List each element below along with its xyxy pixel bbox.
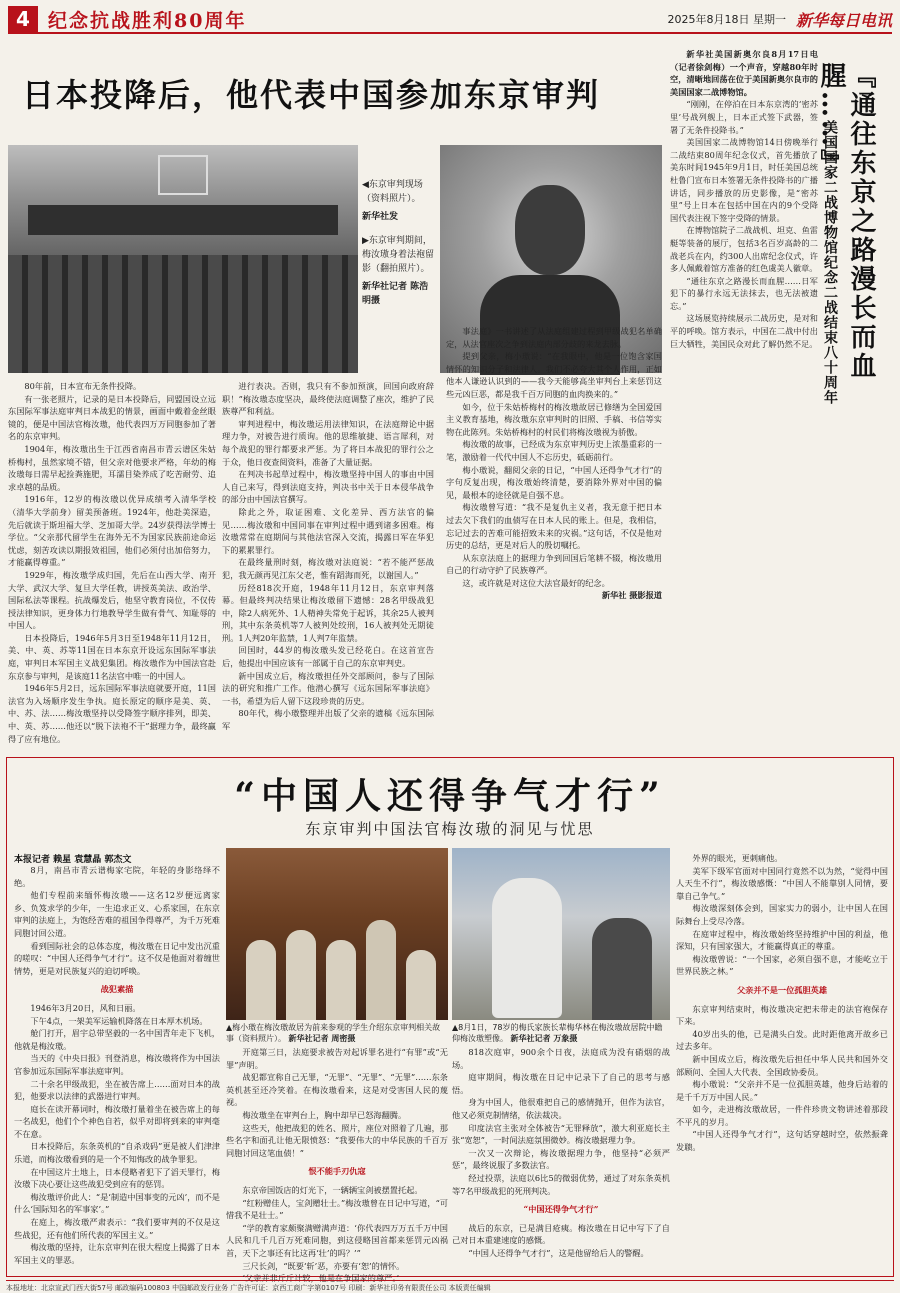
section-subhead: 恨不能手刃仇寇	[308, 1166, 366, 1177]
feature-subtitle: 东京审判中国法官梅汝璈的洞见与忧思	[305, 820, 595, 838]
paragraph: “中国人还得争气才行”，这是他留给后人的警醒。	[468, 1247, 649, 1258]
paragraph: 梅汝璈的坚持，让东京审判在很大程度上揭露了日本军国主义的罪恶。	[14, 1242, 220, 1265]
paragraph: 美国国家二战博物馆14日傍晚举行二战结束80周年纪念仪式，首先播放了美东时间1945年9月1日，时任美国总统杜鲁门宣布日本签署无条件投降书的广播讲话，同步播放的历史影像，是“密苏里”号上日本在包括中国在内的9个受降国代表注视下签字受降的情景。	[670, 137, 818, 223]
paragraph: 东京帝国饭店的灯光下，一辆辆宝剑被摆置托起。	[242, 1184, 423, 1195]
paragraph: 经过投票，法庭以6比5的微弱优势，通过了对东条英机等7名甲级战犯的死刑判决。	[452, 1172, 670, 1196]
paragraph: 进行表决。否则，我只有不参加预演，回国向政府辞职！”梅汝璈态度坚决，最终使法庭调整了座次，维护了民族尊严和利益。	[222, 381, 434, 417]
paragraph: 梅汝璈深刻体会到，国家实力的弱小，让中国人在国际舞台上受尽冷落。	[676, 903, 888, 926]
top-headline: 日本投降后，他代表中国参加东京审判	[22, 76, 601, 114]
feature-column-1	[14, 864, 220, 1272]
paragraph: 1946年5月2日，远东国际军事法庭就要开庭，11国法官为入场顺序发生争执。庭长原定的顺序是美、英、中、苏、法……梅汝璈坚持以受降签字顺序排列，即美、中、英、苏……他还以“脱下法袍不干”据理力争，最终赢得了应有地位。	[8, 683, 216, 744]
paragraph: 他们专程前来缅怀梅汝璈——这名12岁便远离家乡、负笈求学的少年，一生追求正义、心系家国，在东京审判的法庭上，为饱经苦难的祖国争得尊严，为千万死难同胞讨回公道。	[14, 890, 220, 938]
paragraph: 当天的《中央日报》刊登消息，梅汝璈将作为中国法官参加远东国际军事法庭审判。	[14, 1053, 220, 1076]
students-visit-photo	[226, 848, 448, 1020]
paragraph: 如今，位于朱姑桥梅村的梅汝璈故居已修缮为全国爱国主义教育基地，梅汝璈东京审判时的旧照、手稿、书信等实物在此陈列。朱姑桥梅村的村民们将梅汝璈视为骄傲。	[446, 401, 662, 437]
paragraph: 二十余名甲级战犯，坐在被告席上……面对日本的战犯，他要求以法律的武器进行审判。	[14, 1078, 220, 1102]
paragraph: 这，或许就是对这位大法官最好的纪念。	[462, 577, 610, 588]
newspaper-logo: 新华每日电讯	[795, 10, 892, 30]
paragraph: 审判进程中，梅汝璈运用法律知识，在法庭辩论中据理力争，对被告进行质询。他的思维敏捷、语言犀利，对每个战犯的罪行都要求严惩。为了将日本战犯的罪行公之于众，他日夜查阅资料，准备了大量证据。	[222, 418, 434, 467]
paragraph: 在判决书起草过程中，梅汝璈坚持中国人的事由中国人自己来写，得到法庭支持，判决书中关于日本侵华战争的部分由中国法官撰写。	[222, 469, 434, 505]
top-article-column-2	[222, 380, 434, 748]
paragraph: 回国时，44岁的梅汝璈头发已经花白。在这首宣告后，他提出中国应该有一部属于自己的东京审判史。	[222, 645, 434, 669]
paragraph: “红粉赠佳人，宝剑赠壮士。”梅汝璈曾在日记中写道，“可惜我不是壮士。”	[226, 1197, 448, 1221]
paragraph: 梅汝璈的故事，已经成为东京审判历史上浓墨重彩的一笔，激励着一代代中国人不忘历史，砥砺前行。	[446, 439, 662, 462]
paragraph: 日本投降后，1946年5月3日至1948年11月12日，美、中、英、苏等11国在日本东京开设远东国际军事法庭，审判日本军国主义战犯集团。梅汝璈作为中国法官赴东京参与审判，是该庭11名法官中唯一的中国人。	[8, 632, 216, 681]
paragraph: 外界的眼光，更刺痛他。	[692, 853, 783, 863]
paragraph: 提到父亲，梅小璈说：“在我眼中，他是一位饱含家国情怀的知识分子和法律人。我们不必夸大其个人作用，正如他本人谦逊认识到的——我今天能够高坐审判台上来惩罚这些元凶巨恶，都是我千百万同胞的血肉换来的。”	[446, 351, 662, 399]
feature-column-4	[676, 852, 888, 1272]
museum-article-text	[670, 48, 818, 748]
paragraph: 梅汝璈曾说：“一个国家，必须自强不息，才能屹立于世界民族之林。”	[676, 953, 888, 977]
paragraph: ‘父亲并非斤斤计较，他是在争国家的尊严。’	[242, 1273, 400, 1284]
students-photo-caption	[226, 1022, 448, 1044]
museum-article	[670, 48, 818, 748]
feature-column-2	[226, 1046, 448, 1284]
paragraph: 1904年，梅汝璈出生于江西省南昌市青云谱区朱姑桥梅村，虽然家境不错，但父亲对他要求严格，年幼的梅汝璈每日需早起捡粪施肥，耳濡目染养成了吃苦耐劳、追求卓越的品质。	[8, 443, 216, 492]
section-title: 纪念抗战胜利80周年	[48, 9, 247, 32]
feature-headline: “中国人还得争气才行”	[234, 775, 666, 817]
paragraph: “刚刚，在停泊在日本东京湾的‘密苏里’号战列舰上，日本正式签下武器，签署了无条件投降书。”	[670, 99, 818, 135]
photo-captions	[362, 178, 436, 318]
article-credit: 新华社 摄影报道	[601, 590, 662, 601]
paragraph: 舱门打开，眉宇总带坚毅的一名中国青年走下飞机，他就是梅汝璈。	[14, 1028, 220, 1051]
paragraph: 在中国这片土地上，日本侵略者犯下了滔天罪行，梅汝璈下决心要让这些战犯受到应有的惩罚。	[14, 1166, 220, 1190]
paragraph: 日本投降后，东条英机的“自杀戏码”更是被人们津津乐道，而梅汝璈看到的是一个不知悔改的战争罪犯。	[14, 1141, 220, 1165]
paragraph: 开庭第三日，法庭要求被告对起诉罪名进行“有罪”或“无罪”声明。	[226, 1047, 448, 1070]
paragraph: 历经818次开庭，1948年11月12日，东京审判落幕。但最终判决结果让梅汝璈留下遗憾：28名甲级战犯中，除2人病死外、1人精神失常免于起诉，其余25人被判刑，其中东条英机等7人被判处绞刑，16人被判处无期徒刑。1人判20年监禁，1人判7年监禁。	[222, 582, 434, 643]
paragraph: 战后的东京，已是满目疮痍。梅汝璈在日记中写下了自己对日本重建速度的感慨。	[452, 1222, 670, 1246]
paragraph: 梅汝璈评价此人：“是‘制造中国事变的元凶’，而不是什么‘国际知名的军事家’。”	[14, 1191, 220, 1215]
statue-photo	[452, 848, 670, 1020]
page-number: 4	[8, 6, 38, 32]
paragraph: 新中国成立后，梅汝璈担任外交部顾问，参与了国际法的研究和推广工作。他潜心撰写《远东国际军事法庭》一书，希望为后人留下这段珍贵的历史。	[222, 670, 434, 706]
paragraph: 战犯都宣称自己无罪，“无罪”、“无罪”、“无罪”……东条英机甚至还冷笑着。在梅汝璈看来，这是对受害国人民的蔑视。	[226, 1072, 448, 1108]
section-subhead: 父亲并不是一位孤胆英雄	[736, 984, 828, 995]
paragraph: 这场展览持续展示二战历史，是对和平的呼唤。馆方表示，中国在二战中付出巨大牺牲，美国民众对此了解仍然不足。	[670, 313, 818, 349]
paragraph: 美军下级军官面对中国同行竟然不以为然，“觉得中国人天生不行”，梅汝璈感慨：“中国人不能靠别人同情，要靠自己争气。”	[676, 865, 888, 901]
paragraph: “中国人还得争气才行”，这句话穿越时空，依然振聋发聩。	[676, 1129, 888, 1153]
paragraph: “通往东京之路漫长而血腥……日军犯下的暴行永远无法抹去，也无法被遗忘。”	[670, 275, 818, 311]
paragraph: 在博物馆院子二战战机、坦克、鱼雷艇等装备的展厅，包括3名百岁高龄的二战老兵在内，约300人出席纪念仪式，许多人佩戴着馆方准备的红色虞美人徽章。	[670, 225, 818, 274]
paragraph: 梅汝璈坐在审判台上，胸中却早已怒海翻腾。	[242, 1109, 407, 1120]
paragraph: 梅小璈说，翻阅父亲的日记，“中国人还得争气才行”的字句反复出现，梅汝璈始终清楚，要消除外界对中国的偏见，最根本的途径就是自强不息。	[446, 464, 662, 500]
caption-portrait: ▶东京审判期间，梅汝璈身着法袍留影（翻拍照片）。	[362, 236, 435, 274]
paragraph: 一次又一次辩论，梅汝璈据理力争，他坚持“必须严惩”，最终说服了多数法官。	[452, 1147, 670, 1171]
paragraph: 1916年，12岁的梅汝璈以优异成绩考入清华学校（清华大学前身）留美预备班。1924年，他赴美深造，先后就读于斯坦福大学、芝加哥大学。24岁获得法学博士学位。“父亲那代留学生在海外无不为国家民族前途命运忧虑，刻苦攻读以期报效祖国，他们必须付出加倍努力，才能赢得尊重。”	[8, 494, 216, 568]
paragraph: 梅小璈说：“父亲并不是一位孤胆英雄，他身后站着的是千千万万中国人民。”	[676, 1079, 888, 1102]
paragraph: 818次庭审，900余个日夜，法庭成为没有硝烟的战场。	[452, 1047, 670, 1070]
dateline: 新华社美国新奥尔良8月17日电（记者徐剑梅）一个声音，穿越80年时空，清晰地回荡在位于美国新奥尔良市的美国国家二战博物馆。	[670, 49, 818, 97]
paragraph: 这些天，他把战犯的姓名、照片，座位对照着了几遍，那些名字和面孔让他无限愤怒：“我要伟大的中华民族的千百万同胞讨回这笔血债！”	[226, 1122, 448, 1158]
caption-text: ▲梅小璈在梅汝璈故居为前来参观的学生介绍东京审判相关故事（资料照片）。	[226, 1023, 441, 1043]
paragraph: 庭审期间，梅汝璈在日记中记录下了自己的思考与感悟。	[452, 1072, 670, 1095]
paragraph: “学的教育家颇聚满赠满声道：‘你代表四万万五千万中国人民和几千几百万死难同胞，到这侵略国首都来惩罚元凶祸首，天下之事还有比这再‘壮’的吗？’”	[226, 1222, 448, 1258]
paragraph: 事法庭》一书讲述了从法庭组建过程到甲级战犯名单确定，从法官座次之争到法庭内部分歧的来龙去脉。	[446, 326, 662, 349]
paragraph: 梅汝璈曾写道：“我不是复仇主义者，我无意于把日本过去欠下我们的血债写在日本人民的账上。但是，我相信，忘记过去的苦难可能招致未来的灾祸。”这句话，不仅是他对历史的总结，更是对后人的殷切嘱托。	[446, 502, 662, 551]
section-subhead: “中国还得争气才行”	[523, 1204, 599, 1215]
masthead	[8, 6, 892, 34]
feature-byline: 本报记者 赖星 袁慧晶 郭杰文	[14, 855, 132, 865]
top-article-column-3	[446, 325, 662, 748]
paragraph: 东京审判结束时，梅汝璈决定把未带走的法官袍保存下来。	[676, 1003, 888, 1027]
museum-article-subtitle: 美国国家二战博物馆纪念二战结束八十周年	[822, 120, 838, 405]
caption-court-credit: 新华社发	[362, 212, 399, 222]
section-subhead: 战犯素描	[100, 984, 134, 995]
paragraph: 庭长在读开幕词时，梅汝璈打量着坐在被告席上的每一名战犯，他们个个神色自若，似乎对即将到来的审判毫不在意。	[14, 1103, 220, 1139]
feature-column-3	[452, 1046, 670, 1272]
issue-date: 2025年8月18日 星期一	[667, 13, 786, 26]
paragraph: 下午4点，一架美军运输机降落在日本厚木机场。	[30, 1015, 208, 1026]
paragraph: 身为中国人，他很难把自己的感情抛开，但作为法官，他又必须克制情绪，依法裁决。	[452, 1097, 670, 1120]
paragraph: 80年前，日本宣布无条件投降。	[24, 381, 142, 391]
paragraph: 80年代，梅小璈整理并出版了父亲的遗稿《远东国际军	[222, 708, 434, 732]
page-footer: 本报地址：北京宣武门西大街57号 邮政编码100803 中国邮政发行业务 广告许可证：京西工商广字第0107号 印刷：新华社印务有限责任公司 本版责任编辑	[6, 1280, 894, 1293]
tokyo-trial-photo	[8, 145, 358, 373]
paragraph: 看到国际社会的总体态度，梅汝璈在日记中发出沉重的嗟叹：“中国人还得争气才行”。这不仅是他面对着缠世情势，更是对民族复兴的迫切呼唤。	[14, 940, 220, 976]
museum-article-title: 『通往东京之路漫长而血腥……』	[816, 62, 876, 381]
paragraph: 1929年，梅汝璈学成归国，先后在山西大学、南开大学、武汉大学、复旦大学任教，讲授英美法、政治学、国际私法等课程。抗战爆发后，他坚守教育岗位，不仅传授法律知识，更身体力行地教导学生做有骨气、知耻辱的中国人。	[8, 569, 216, 631]
statue-photo-caption	[452, 1022, 670, 1044]
paragraph: 在庭上，梅汝璈严肃表示：“我们要审判的不仅是这些战犯，还有他们所代表的军国主义。”	[14, 1217, 220, 1240]
paragraph: 40岁出头的他，已是满头白发。此时距他离开故乡已过去多年。	[676, 1028, 888, 1052]
caption-credit: 新华社记者 周密摄	[288, 1034, 356, 1043]
paragraph: 新中国成立后，梅汝璈先后担任中华人民共和国外交部顾问、全国人大代表、全国政协委员。	[676, 1053, 888, 1077]
caption-credit: 新华社记者 万象摄	[510, 1034, 578, 1043]
paragraph: 有一张老照片，记录的是日本投降后，同盟国设立远东国际军事法庭审判日本战犯的情景，画面中戴着金丝眼镜的，便是中国法官梅汝璈，他代表四万万同胞参加了著名的东京审判。	[8, 393, 216, 442]
caption-court: ◀东京审判现场（资料照片）。	[362, 180, 423, 204]
paragraph: 在最终量刑时刻，梅汝璈对法庭说：“若不能严惩战犯，我无颜再见江东父老，惟有蹈海而死，以谢国人。”	[222, 557, 434, 580]
paragraph: 1946年3月20日，风和日丽。	[30, 1002, 141, 1013]
paragraph: 除此之外，取证困难、文化差异、西方法官的偏见……梅汝璈和中国同事在审判过程中遇到诸多困难。梅汝璈常常在庭期间与其他法官深入交流，揭露日军在华犯下的累累罪行。	[222, 506, 434, 555]
caption-portrait-credit: 新华社记者 陈浩明摄	[362, 282, 429, 306]
paragraph: 在庭审过程中，梅汝璈始终坚持维护中国的利益，他深知，只有国家强大，才能赢得真正的尊重。	[676, 928, 888, 952]
caption-text: ▲8月1日，78岁的梅氏家族长辈梅华林在梅汝璈故居院中瞻仰梅汝璈塑像。	[452, 1023, 663, 1043]
paragraph: 从东京法庭上的据理力争到回国后笔耕不辍，梅汝璈用自己的行动守护了民族尊严。	[446, 552, 662, 576]
paragraph: 如今，走进梅汝璈故居，一件件珍贵文物讲述着那段不平凡的岁月。	[676, 1104, 888, 1127]
paragraph: 8月，南昌市青云谱梅家宅院，年轻的身影络绎不绝。	[14, 865, 220, 888]
top-article-column-1	[8, 380, 216, 748]
paragraph: 印度法官主张对全体被告“无罪释放”，激大利亚庭长主张“宽恕”，一时间法庭氛围微妙。梅汝璈据理力争。	[452, 1122, 670, 1146]
paragraph: 三尺长剑，“既要‘斩’恶，亦要有‘恕’的情怀。	[242, 1260, 405, 1271]
